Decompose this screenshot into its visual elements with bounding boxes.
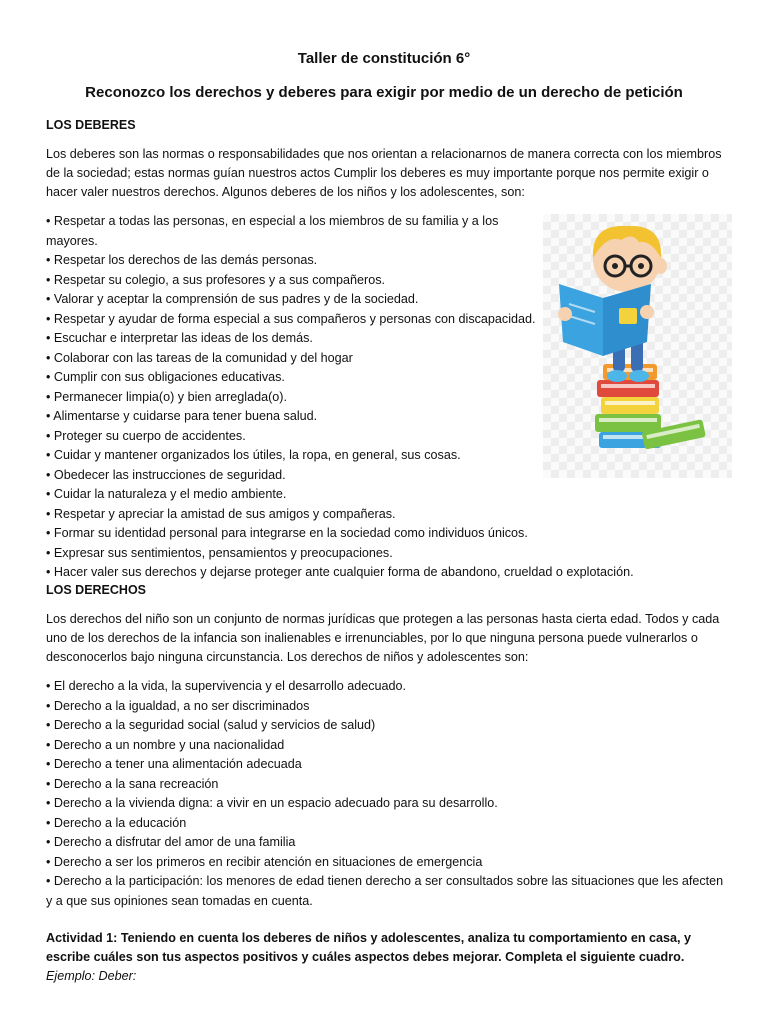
list-item: • Derecho a la participación: los menores de edad tienen derecho a ser consultados sobre las situaciones que les afecten y a que sus opiniones sean tomadas en cuenta. [46, 874, 724, 908]
list-item: • Escuchar e interpretar las ideas de los demás. [46, 331, 313, 345]
list-item: • Expresar sus sentimientos, pensamientos y preocupaciones. [46, 545, 393, 560]
activity-example: Ejemplo: Deber: [46, 969, 137, 983]
list-item: • Cuidar la naturaleza y el medio ambiente. [46, 487, 287, 501]
list-item: • Cumplir con sus obligaciones educativas. [46, 370, 285, 384]
list-item: • Derecho a tener una alimentación adecuada [46, 757, 302, 771]
derechos-list [46, 677, 726, 911]
boy-reading-on-books-icon [543, 214, 732, 478]
list-item: • Proteger su cuerpo de accidentes. [46, 428, 246, 443]
activity-text: Actividad 1: Teniendo en cuenta los deberes de niños y adolescentes, analiza tu comportamiento en casa, y escribe cuáles son tus aspectos positivos y cuáles aspectos debes mejorar. Completa el siguiente cuadro. [46, 931, 692, 964]
list-item: • Alimentarse y cuidarse para tener buena salud. [46, 409, 318, 423]
list-item: • Obedecer las instrucciones de seguridad. [46, 467, 286, 482]
list-item: • Respetar y ayudar de forma especial a sus compañeros y personas con discapacidad. [46, 311, 536, 326]
list-item: • Colaborar con las tareas de la comunidad y del hogar [46, 350, 353, 365]
list-item: • Hacer valer sus derechos y dejarse proteger ante cualquier forma de abandono, crueldad o explotación. [46, 565, 634, 579]
deberes-intro: Los deberes son las normas o responsabilidades que nos orientan a relacionarnos de manera correcta con los miembros de la sociedad; estas normas guían nuestros actos Cumplir los deberes es muy importante porque nos permite exigir o hacer valer nuestros derechos. Algunos deberes de los niños y los adolescentes, son: [46, 147, 722, 199]
derechos-intro: Los derechos del niño son un conjunto de normas jurídicas que protegen a las personas hasta cierta edad. Todos y cada uno de los derechos de la infancia son inalienables e irrenunciables, por lo que ninguna persona puede vulnerarlos o desconocerlos bajo ninguna circunstancia. Los derechos de niños y adolescentes son: [46, 612, 720, 664]
list-item: • Permanecer limpia(o) y bien arreglada(o). [46, 389, 287, 404]
boy-head [593, 226, 667, 292]
deberes-heading: LOS DEBERES [46, 118, 136, 132]
activity-instructions [46, 929, 726, 986]
list-item: • Derecho a la seguridad social (salud y servicios de salud) [46, 718, 376, 732]
list-item: • Derecho a ser los primeros en recibir atención en situaciones de emergencia [46, 854, 483, 869]
list-item: • Derecho a un nombre y una nacionalidad [46, 737, 285, 752]
list-item: • Derecho a la sana recreación [46, 776, 219, 791]
list-item: • Valorar y aceptar la comprensión de sus padres y de la sociedad. [46, 292, 419, 306]
boy-reading-illustration [543, 214, 732, 478]
page-subtitle: Reconozco los derechos y deberes para exigir por medio de un derecho de petición [85, 84, 683, 101]
derechos-heading: LOS DERECHOS [46, 583, 147, 597]
list-item: • Respetar los derechos de las demás personas. [46, 253, 318, 267]
page-title: Taller de constitución 6° [297, 50, 471, 67]
list-item: • El derecho a la vida, la supervivencia y el desarrollo adecuado. [46, 679, 407, 693]
list-item: • Respetar y apreciar la amistad de sus amigos y compañeras. [46, 506, 396, 521]
list-item: • Respetar su colegio, a sus profesores y a sus compañeros. [46, 272, 386, 287]
list-item: • Cuidar y mantener organizados los útiles, la ropa, en general, sus cosas. [46, 448, 461, 462]
list-item: • Derecho a la educación [46, 815, 187, 830]
list-item: • Derecho a disfrutar del amor de una familia [46, 835, 296, 849]
list-item: • Respetar a todas las personas, en especial a los miembros de su familia y a los mayores. [46, 214, 499, 248]
list-item: • Formar su identidad personal para integrarse en la sociedad como individuos únicos. [46, 526, 528, 540]
list-item: • Derecho a la vivienda digna: a vivir en un espacio adecuado para su desarrollo. [46, 796, 498, 810]
list-item: • Derecho a la igualdad, a no ser discriminados [46, 698, 310, 713]
